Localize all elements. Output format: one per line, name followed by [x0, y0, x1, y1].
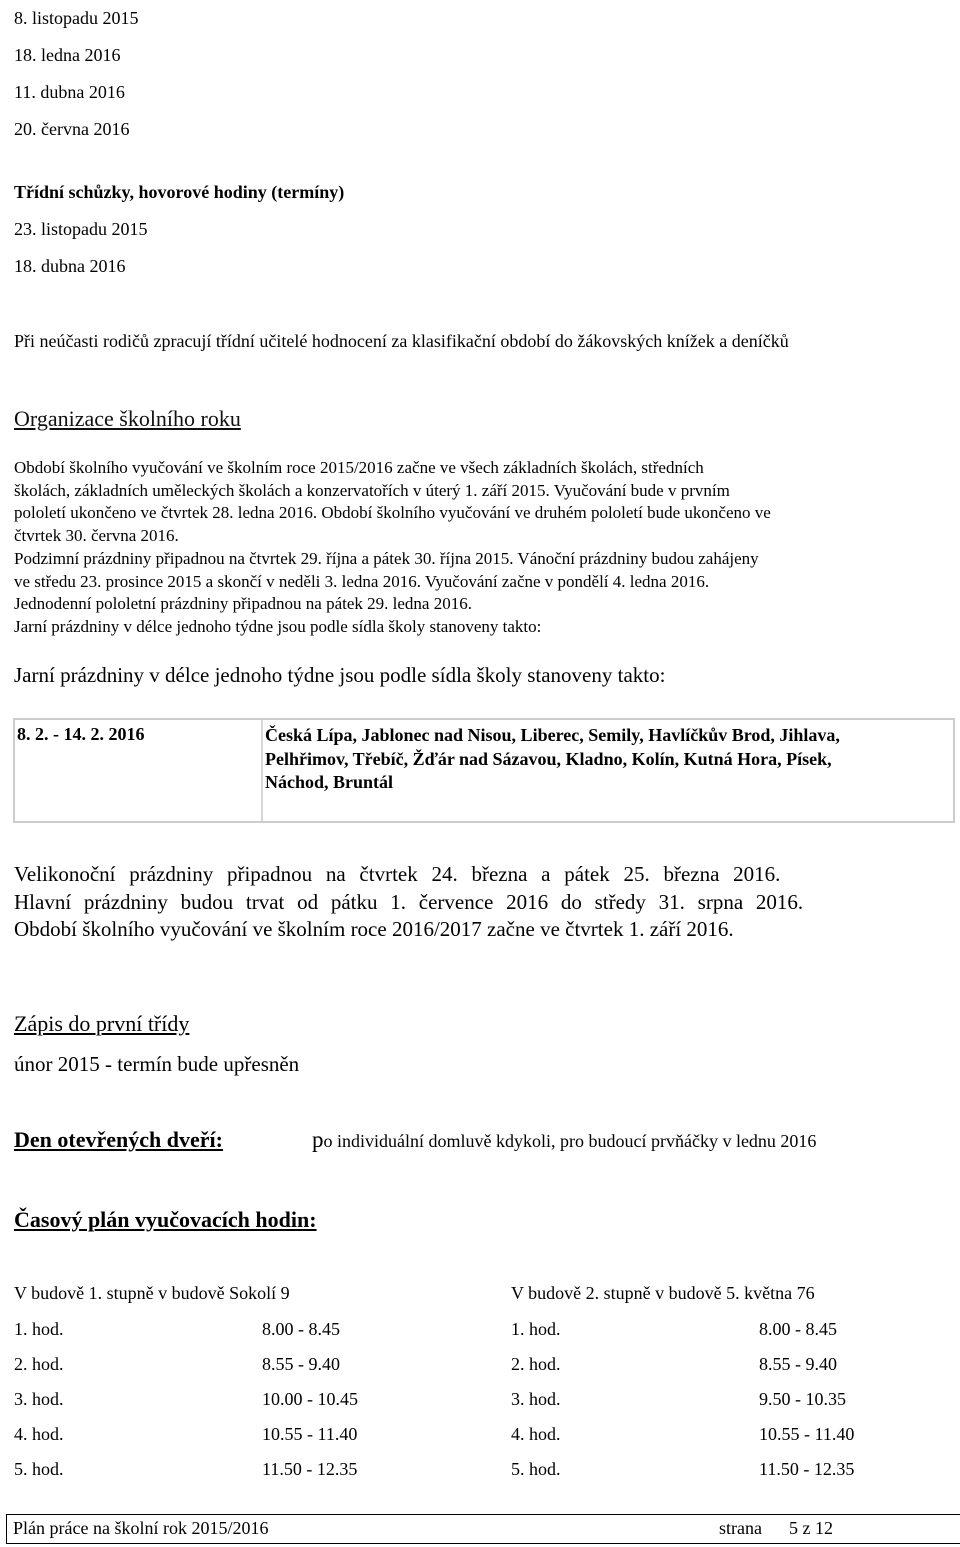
holiday-paragraph: [14, 861, 803, 944]
organization-line: čtvrtek 30. června 2016.: [14, 526, 179, 546]
open-day-title: Den otevřených dveří:: [14, 1127, 223, 1152]
open-day-rest: o individuální domluvě kdykoli, pro budoucí prvňáčky v lednu 2016: [323, 1131, 817, 1151]
spring-holiday-heading: Jarní prázdniny v délce jednoho týdne jsou podle sídla školy stanoveny takto:: [14, 663, 666, 687]
enrollment-title: Zápis do první třídy: [14, 1011, 190, 1036]
meeting-date: 23. listopadu 2015: [14, 219, 148, 239]
right-lesson-time: 10.55 - 11.40: [759, 1424, 855, 1444]
right-lesson-label: 1. hod.: [511, 1319, 561, 1339]
meeting-date: 18. dubna 2016: [14, 256, 126, 276]
organization-title: Organizace školního roku: [14, 406, 241, 431]
organization-paragraph: [14, 457, 949, 639]
spring-holiday-date: 8. 2. - 14. 2. 2016: [17, 724, 145, 744]
open-day-first-letter: p: [312, 1127, 324, 1152]
right-lesson-label: 4. hod.: [511, 1424, 561, 1444]
places-line: Česká Lípa, Jablonec nad Nisou, Liberec, Semily, Havlíčkův Brod, Jihlava,: [265, 725, 840, 745]
left-lesson-time: 10.00 - 10.45: [262, 1389, 358, 1409]
organization-line: Podzimní prázdniny připadnou na čtvrtek 29. října a pátek 30. října 2015. Vánoční prázdniny budou zahájeny: [14, 548, 759, 568]
organization-line: pololetí ukončeno ve čtvrtek 28. ledna 2016. Období školního vyučování ve druhém pololetí bude ukončeno ve: [14, 503, 771, 523]
date-item: 20. června 2016: [14, 119, 130, 139]
footer-title: Plán práce na školní rok 2015/2016: [13, 1518, 269, 1538]
open-day-text: [312, 1127, 816, 1153]
footer-page-label: strana: [719, 1518, 762, 1538]
date-item: 8. listopadu 2015: [14, 8, 139, 28]
holiday-line: Hlavní prázdniny budou trvat od pátku 1. července 2016 do středy 31. srpna 2016.: [14, 889, 804, 914]
enrollment-text: únor 2015 - termín bude upřesněn: [14, 1052, 300, 1076]
spring-holiday-table: [13, 718, 955, 823]
timetable-right-heading: V budově 2. stupně v budově 5. května 76: [511, 1283, 815, 1303]
left-lesson-label: 4. hod.: [14, 1424, 64, 1444]
left-lesson-label: 5. hod.: [14, 1459, 64, 1479]
timetable-left-heading: V budově 1. stupně v budově Sokolí 9: [14, 1283, 290, 1303]
table-divider: [261, 720, 263, 821]
right-lesson-label: 2. hod.: [511, 1354, 561, 1374]
footer-page-number: 5 z 12: [789, 1518, 833, 1538]
organization-line: Období školního vyučování ve školním roce 2015/2016 začne ve všech základních školách, středních: [14, 458, 704, 477]
left-lesson-time: 11.50 - 12.35: [262, 1459, 358, 1479]
holiday-line: Období školního vyučování ve školním roce 2016/2017 začne ve čtvrtek 1. září 2016.: [14, 917, 734, 941]
left-lesson-label: 2. hod.: [14, 1354, 64, 1374]
spring-holiday-places: [265, 724, 840, 795]
meetings-heading: Třídní schůzky, hovorové hodiny (termíny): [14, 182, 345, 202]
left-lesson-time: 8.00 - 8.45: [262, 1319, 340, 1339]
holiday-line: Velikonoční prázdniny připadnou na čtvrtek 24. března a pátek 25. března 2016.: [14, 862, 781, 886]
places-line: Náchod, Bruntál: [265, 772, 394, 792]
right-lesson-time: 8.55 - 9.40: [759, 1354, 837, 1374]
right-lesson-time: 8.00 - 8.45: [759, 1319, 837, 1339]
organization-line: Jednodenní pololetní prázdniny připadnou na pátek 29. ledna 2016.: [14, 594, 472, 614]
timetable-title: Časový plán vyučovacích hodin:: [14, 1207, 317, 1232]
date-item: 11. dubna 2016: [14, 82, 125, 102]
right-lesson-label: 5. hod.: [511, 1459, 561, 1479]
left-lesson-label: 1. hod.: [14, 1319, 64, 1339]
page-footer: [6, 1514, 960, 1544]
organization-line: Jarní prázdniny v délce jednoho týdne jsou podle sídla školy stanoveny takto:: [14, 616, 542, 636]
meetings-note: Při neúčasti rodičů zpracují třídní učitelé hodnocení za klasifikační období do žákovských knížek a deníčků: [14, 331, 789, 351]
right-lesson-label: 3. hod.: [511, 1389, 561, 1409]
right-lesson-time: 11.50 - 12.35: [759, 1459, 855, 1479]
organization-line: školách, základních uměleckých školách a konzervatořích v úterý 1. září 2015. Vyučování bude v prvním: [14, 480, 730, 500]
left-lesson-label: 3. hod.: [14, 1389, 64, 1409]
places-line: Pelhřimov, Třebíč, Žďár nad Sázavou, Kladno, Kolín, Kutná Hora, Písek,: [265, 748, 832, 769]
right-lesson-time: 9.50 - 10.35: [759, 1389, 846, 1409]
left-lesson-time: 10.55 - 11.40: [262, 1424, 358, 1444]
organization-line: ve středu 23. prosince 2015 a skončí v neděli 3. ledna 2016. Vyučování začne v pondělí 4. ledna 2016.: [14, 571, 710, 591]
left-lesson-time: 8.55 - 9.40: [262, 1354, 340, 1374]
top-dates: [14, 0, 139, 148]
date-item: 18. ledna 2016: [14, 45, 121, 65]
